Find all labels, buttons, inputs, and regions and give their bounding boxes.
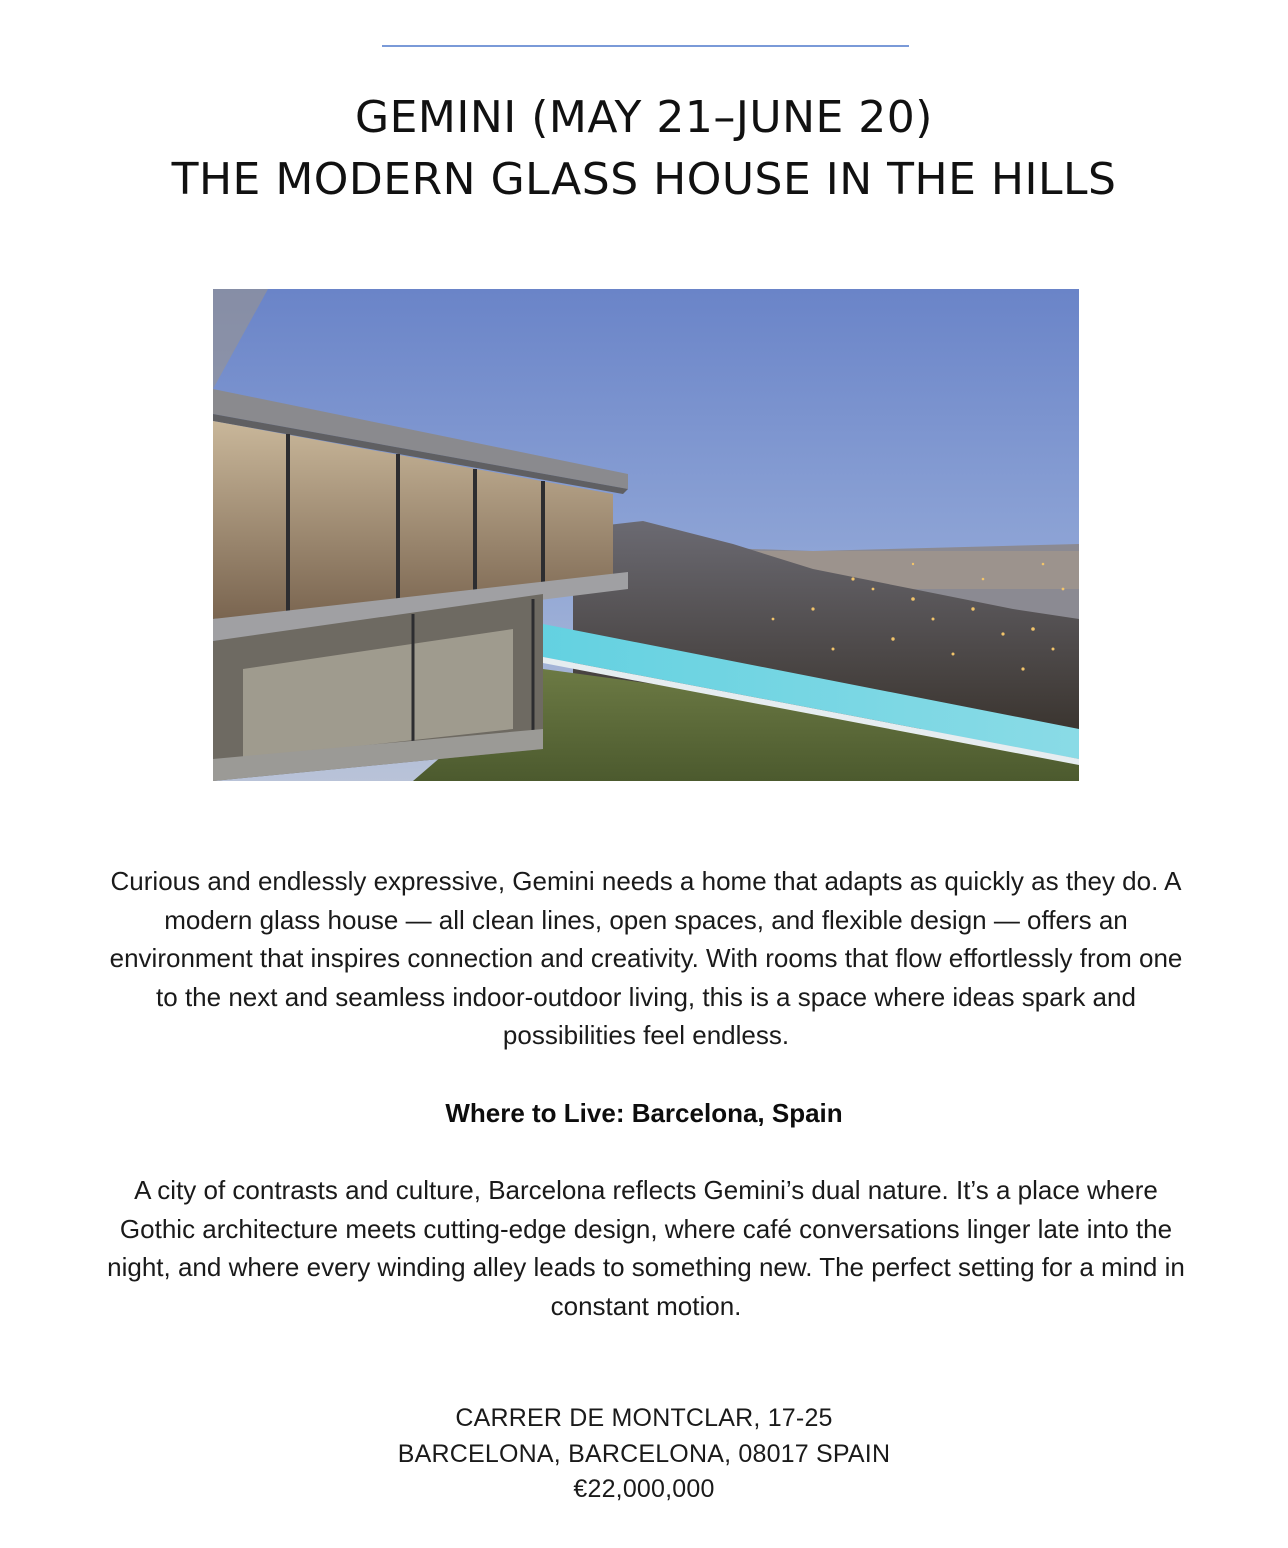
page-title-property: THE MODERN GLASS HOUSE IN THE HILLS	[171, 154, 1117, 205]
top-divider-rule	[382, 45, 909, 47]
glass-house-photo	[213, 289, 1079, 781]
hero-image	[213, 289, 1079, 781]
location-paragraph: A city of contrasts and culture, Barcelona reflects Gemini’s dual nature. It’s a place where Gothic architecture meets cutting-edge design, where café conversations linger late into the night, and where every winding alley leads to something new. The perfect setting for a mind in constant motion.	[107, 1175, 1185, 1321]
intro-paragraph: Curious and endlessly expressive, Gemini needs a home that adapts as quickly as they do. A modern glass house — all clean lines, open spaces, and flexible design — offers an environment that inspires connection and creativity. With rooms that flow effortlessly from one to the next and seamless indoor-outdoor living, this is a space where ideas spark and possibilities feel endless.	[109, 866, 1183, 1050]
listing-street-address: CARRER DE MONTCLAR, 17-25	[455, 1404, 833, 1432]
listing-price: €22,000,000	[573, 1475, 715, 1503]
location-heading: Where to Live: Barcelona, Spain	[445, 1098, 843, 1128]
page-title-sign: GEMINI (MAY 21–JUNE 20)	[355, 92, 933, 143]
listing-city-line: BARCELONA, BARCELONA, 08017 SPAIN	[397, 1440, 891, 1468]
